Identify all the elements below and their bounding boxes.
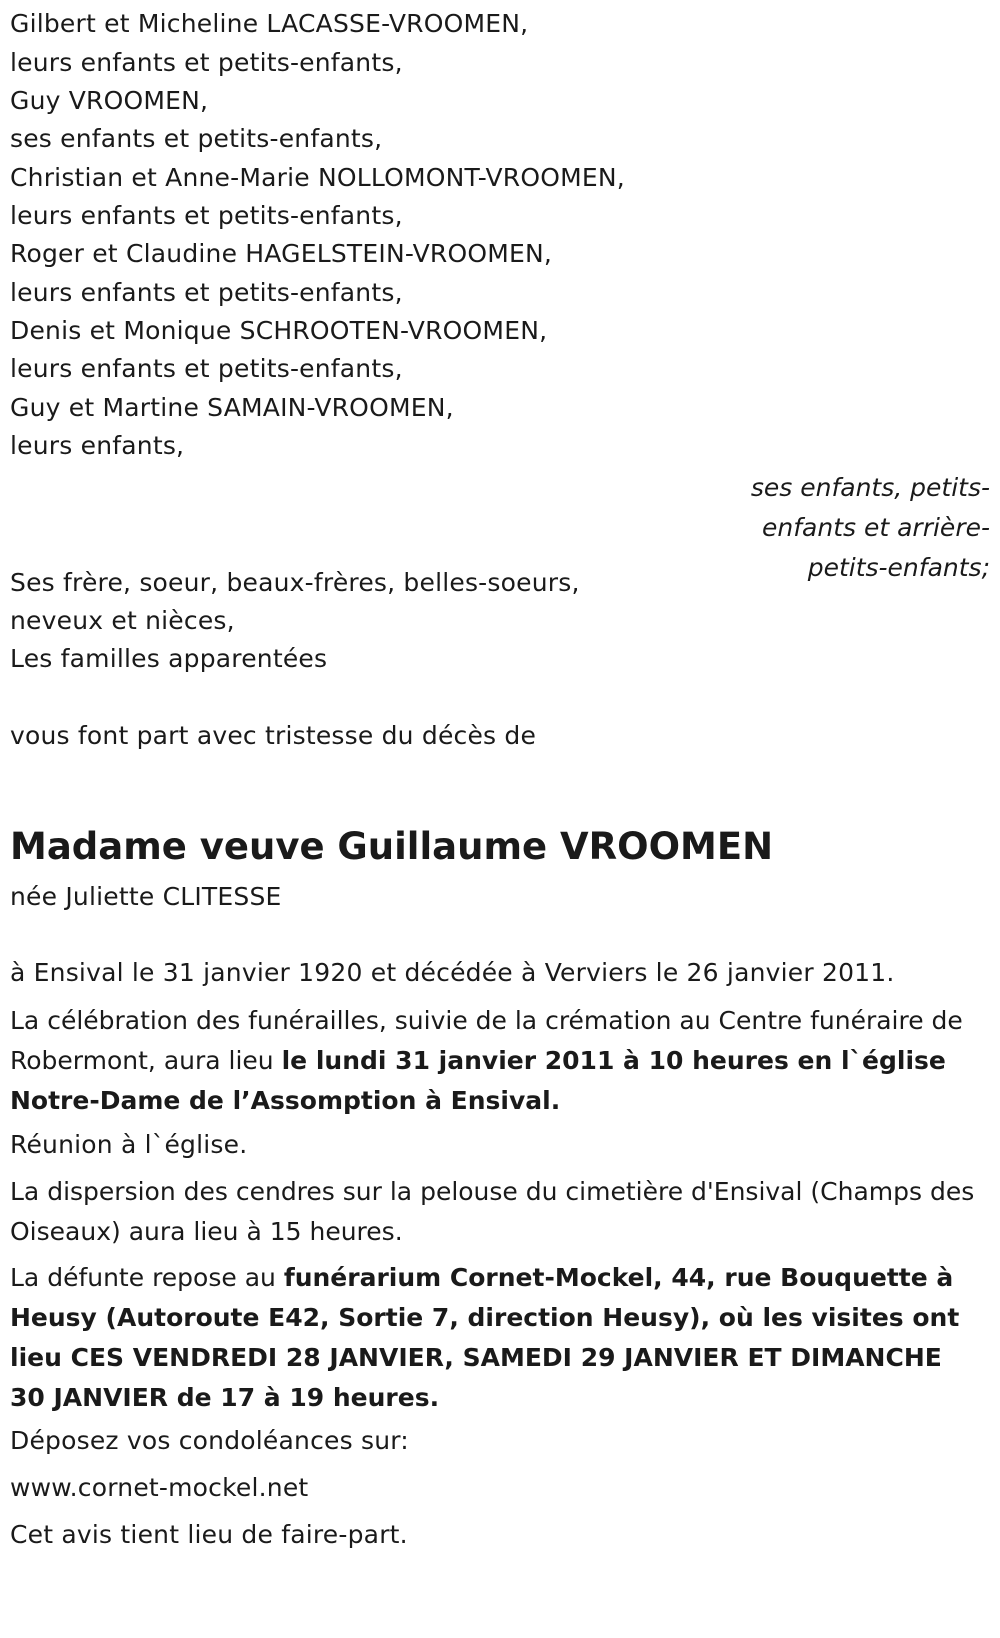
family-line: ses enfants et petits-enfants, [10, 124, 383, 153]
family-line: Denis et Monique SCHROOTEN-VROOMEN, [10, 316, 548, 345]
family-line: leurs enfants et petits-enfants, [10, 354, 403, 383]
deceased-name: Madame veuve Guillaume VROOMEN [10, 825, 774, 868]
family-line: leurs enfants et petits-enfants, [10, 278, 403, 307]
meeting-info: Réunion à l`église. [10, 1130, 248, 1159]
relatives-line: Ses frère, soeur, beaux-frères, belles-soeurs, [10, 568, 580, 597]
relatives-line: neveux et nièces, [10, 606, 235, 635]
family-line: Christian et Anne-Marie NOLLOMONT-VROOMEN, [10, 163, 625, 192]
family-line: leurs enfants, [10, 431, 185, 460]
viewing-paragraph [10, 1258, 985, 1418]
descendants-line: petits-enfants; [807, 553, 990, 582]
announcement: vous font part avec tristesse du décès de [10, 721, 537, 750]
birth-death-dates: à Ensival le 31 janvier 1920 et décédée à Verviers le 26 janvier 2011. [10, 958, 895, 987]
descendants-line: enfants et arrière- [762, 513, 990, 542]
family-line: leurs enfants et petits-enfants, [10, 48, 403, 77]
ceremony-details: le lundi 31 janvier 2011 à 10 heures en l`église Notre-Dame de l’Assomption à Ensival. [10, 1046, 946, 1115]
family-line: Guy et Martine SAMAIN-VROOMEN, [10, 393, 454, 422]
closing-note: Cet avis tient lieu de faire-part. [10, 1520, 408, 1549]
ceremony-paragraph [10, 1001, 985, 1121]
viewing-intro: La défunte repose au [10, 1263, 284, 1292]
descendants-line: ses enfants, petits- [750, 473, 990, 502]
family-line: Roger et Claudine HAGELSTEIN-VROOMEN, [10, 239, 553, 268]
website-link[interactable]: www.cornet-mockel.net [10, 1473, 309, 1502]
family-line: Gilbert et Micheline LACASSE-VROOMEN, [10, 9, 529, 38]
condolences-label: Déposez vos condoléances sur: [10, 1426, 409, 1455]
relatives-line: Les familles apparentées [10, 644, 328, 673]
birth-name: née Juliette CLITESSE [10, 882, 282, 911]
viewing-details: funérarium Cornet-Mockel, 44, rue Bouquette à Heusy (Autoroute E42, Sortie 7, direction Heusy), où les visites ont lieu CES VENDREDI 28 JANVIER, SAMEDI 29 JANVIER ET DIMANCHE 30 JANVIER de 17 à 19 heures. [10, 1263, 960, 1412]
family-line: Guy VROOMEN, [10, 86, 209, 115]
ashes-paragraph: La dispersion des cendres sur la pelouse du cimetière d'Ensival (Champs des Oiseaux) aura lieu à 15 heures. [10, 1177, 975, 1246]
family-line: leurs enfants et petits-enfants, [10, 201, 403, 230]
descendants-note [700, 468, 990, 588]
ceremony-intro: La célébration des funérailles, suivie de la crémation au Centre funéraire de Robermont, aura lieu [10, 1006, 963, 1075]
